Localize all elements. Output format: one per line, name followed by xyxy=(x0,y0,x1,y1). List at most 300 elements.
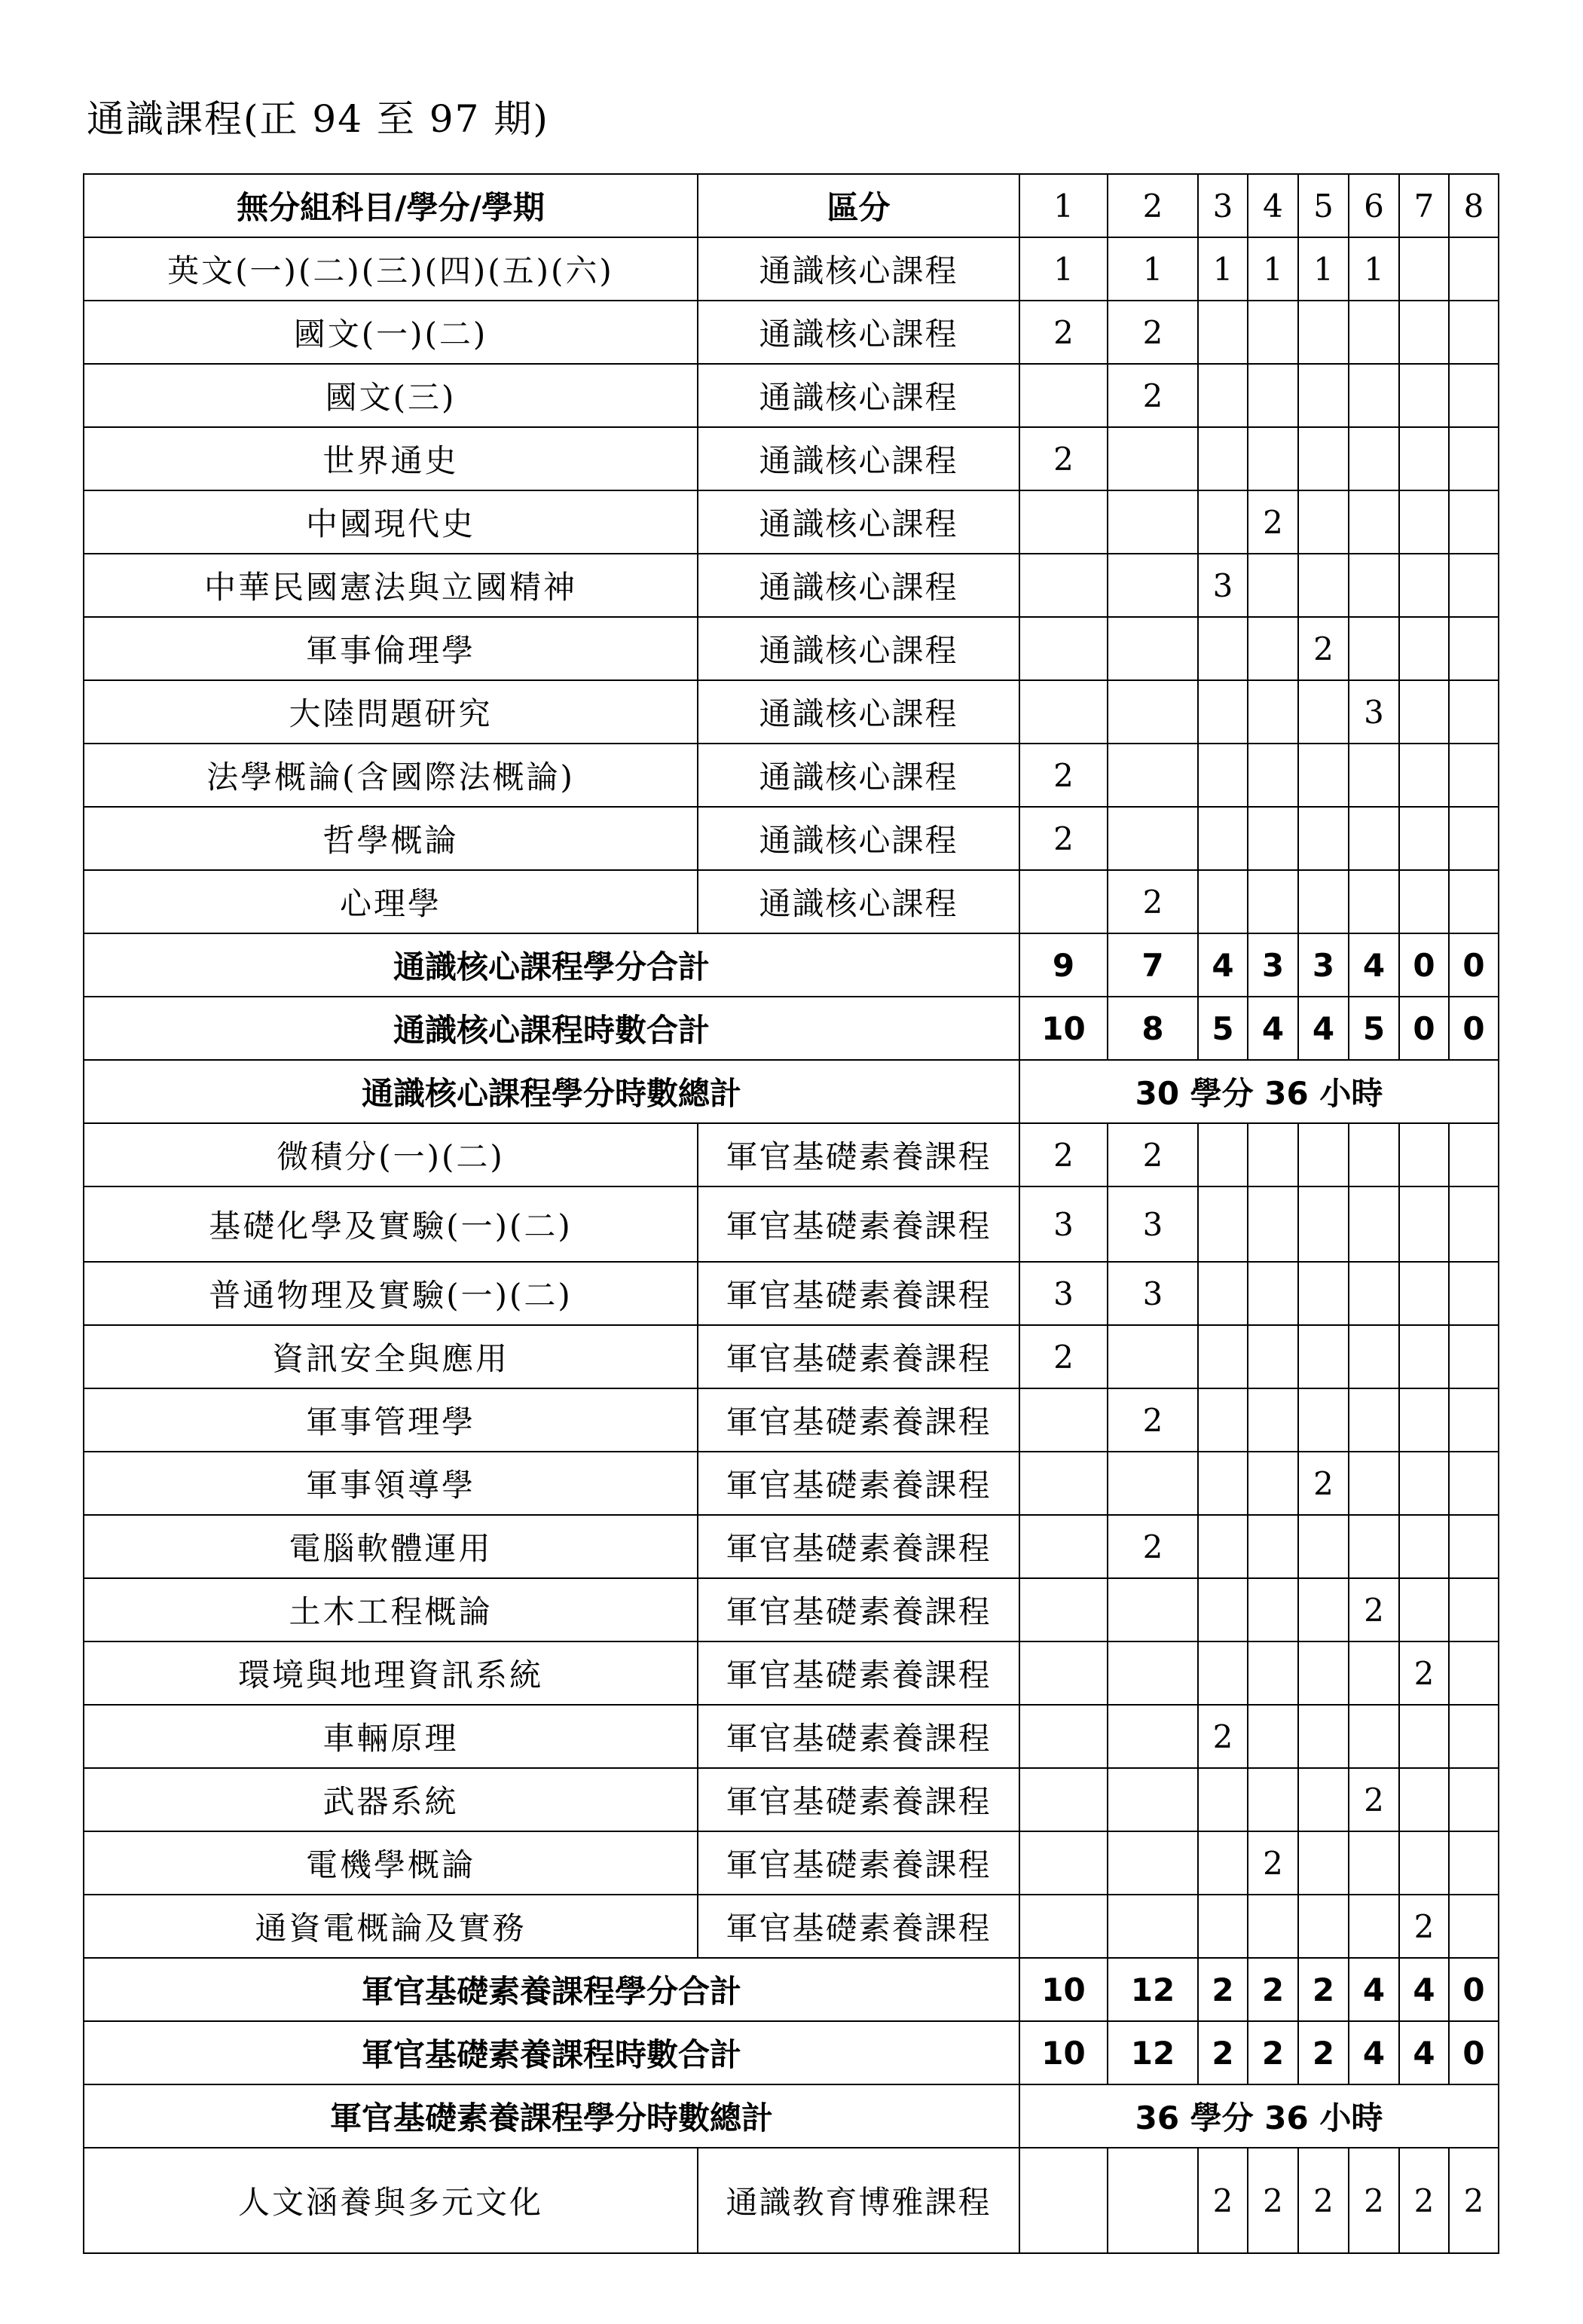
credit-cell xyxy=(1248,1578,1298,1641)
table-row xyxy=(84,1452,1499,1515)
core-hour-total-row xyxy=(84,997,1499,1060)
credit-cell xyxy=(1108,1705,1198,1768)
course-category: 軍官基礎素養課程 xyxy=(698,1452,1019,1515)
total-cell: 2 xyxy=(1198,2021,1248,2084)
credit-cell: 2 xyxy=(1349,1768,1399,1831)
total-cell: 5 xyxy=(1349,997,1399,1060)
total-cell: 10 xyxy=(1019,2021,1108,2084)
credit-cell xyxy=(1298,870,1349,933)
credit-cell xyxy=(1198,1452,1248,1515)
credit-cell: 2 xyxy=(1298,2148,1349,2253)
total-cell: 2 xyxy=(1298,1958,1349,2021)
credit-cell xyxy=(1399,364,1449,427)
course-name: 電機學概論 xyxy=(84,1831,698,1895)
credit-cell xyxy=(1399,617,1449,680)
course-name: 軍事倫理學 xyxy=(84,617,698,680)
credit-cell xyxy=(1198,1123,1248,1186)
credit-cell xyxy=(1248,1262,1298,1325)
table-row xyxy=(84,1831,1499,1895)
credit-cell: 3 xyxy=(1108,1262,1198,1325)
credit-cell xyxy=(1349,1515,1399,1578)
credit-cell: 1 xyxy=(1108,237,1198,301)
credit-cell xyxy=(1298,1515,1349,1578)
credit-cell xyxy=(1019,1705,1108,1768)
credit-cell xyxy=(1449,1578,1499,1641)
credit-cell xyxy=(1198,807,1248,870)
credit-cell xyxy=(1248,1515,1298,1578)
credit-cell: 2 xyxy=(1449,2148,1499,2253)
credit-cell xyxy=(1198,1388,1248,1452)
total-cell: 0 xyxy=(1449,2021,1499,2084)
credit-cell xyxy=(1298,1578,1349,1641)
credit-cell xyxy=(1349,1831,1399,1895)
table-row xyxy=(84,1768,1499,1831)
total-cell: 4 xyxy=(1349,2021,1399,2084)
credit-cell xyxy=(1298,1388,1349,1452)
credit-cell xyxy=(1019,1831,1108,1895)
table-row xyxy=(84,364,1499,427)
table-row xyxy=(84,1262,1499,1325)
credit-cell xyxy=(1019,364,1108,427)
credit-cell: 2 xyxy=(1019,744,1108,807)
credit-cell: 1 xyxy=(1298,237,1349,301)
credit-cell xyxy=(1298,490,1349,554)
credit-cell xyxy=(1349,1452,1399,1515)
course-name: 大陸問題研究 xyxy=(84,680,698,744)
course-category: 通識核心課程 xyxy=(698,490,1019,554)
credit-cell xyxy=(1449,1705,1499,1768)
credit-cell xyxy=(1108,807,1198,870)
course-name: 車輛原理 xyxy=(84,1705,698,1768)
course-name: 中國現代史 xyxy=(84,490,698,554)
credit-cell xyxy=(1399,1388,1449,1452)
credit-cell xyxy=(1019,1515,1108,1578)
credit-cell xyxy=(1248,1705,1298,1768)
course-name: 軍事管理學 xyxy=(84,1388,698,1452)
credit-cell: 2 xyxy=(1399,1641,1449,1705)
credit-cell: 2 xyxy=(1019,427,1108,490)
credit-cell xyxy=(1449,301,1499,364)
course-category: 軍官基礎素養課程 xyxy=(698,1515,1019,1578)
credit-cell: 2 xyxy=(1198,2148,1248,2253)
credit-cell xyxy=(1399,554,1449,617)
table-row xyxy=(84,301,1499,364)
credit-cell xyxy=(1449,1895,1499,1958)
credit-cell xyxy=(1108,2148,1198,2253)
table-row xyxy=(84,1895,1499,1958)
credit-cell: 2 xyxy=(1248,1831,1298,1895)
credit-cell xyxy=(1449,617,1499,680)
credit-cell: 3 xyxy=(1198,554,1248,617)
credit-cell xyxy=(1449,680,1499,744)
course-category: 通識核心課程 xyxy=(698,744,1019,807)
total-cell: 4 xyxy=(1248,997,1298,1060)
credit-cell xyxy=(1349,1262,1399,1325)
credit-cell xyxy=(1298,1186,1349,1262)
credit-cell: 2 xyxy=(1108,870,1198,933)
credit-cell xyxy=(1108,427,1198,490)
course-category: 通識核心課程 xyxy=(698,301,1019,364)
credit-cell xyxy=(1248,1768,1298,1831)
credit-cell xyxy=(1019,1895,1108,1958)
credit-cell xyxy=(1019,870,1108,933)
credit-cell: 2 xyxy=(1298,617,1349,680)
course-category: 軍官基礎素養課程 xyxy=(698,1186,1019,1262)
credit-cell xyxy=(1108,744,1198,807)
credit-cell: 2 xyxy=(1108,301,1198,364)
credit-cell xyxy=(1298,1262,1349,1325)
credit-cell xyxy=(1399,1186,1449,1262)
total-cell: 0 xyxy=(1399,997,1449,1060)
credit-cell xyxy=(1108,1578,1198,1641)
total-cell: 0 xyxy=(1449,997,1499,1060)
header-semester-8: 8 xyxy=(1449,174,1499,237)
total-cell: 0 xyxy=(1449,1958,1499,2021)
table-row xyxy=(84,1388,1499,1452)
credit-cell: 2 xyxy=(1298,1452,1349,1515)
basic-credit-total-row xyxy=(84,1958,1499,2021)
table-row xyxy=(84,617,1499,680)
credit-cell xyxy=(1248,301,1298,364)
credit-cell xyxy=(1248,1325,1298,1388)
total-cell: 4 xyxy=(1349,933,1399,997)
credit-cell xyxy=(1399,237,1449,301)
course-category: 軍官基礎素養課程 xyxy=(698,1262,1019,1325)
credit-cell xyxy=(1198,1262,1248,1325)
credit-cell xyxy=(1449,1641,1499,1705)
credit-cell xyxy=(1349,554,1399,617)
credit-cell: 1 xyxy=(1019,237,1108,301)
credit-cell xyxy=(1019,490,1108,554)
credit-cell xyxy=(1449,1123,1499,1186)
total-cell: 0 xyxy=(1399,933,1449,997)
credit-cell xyxy=(1399,1452,1449,1515)
core-credit-total-row-label: 通識核心課程學分合計 xyxy=(84,933,1019,997)
total-cell: 2 xyxy=(1248,1958,1298,2021)
credit-cell xyxy=(1108,1641,1198,1705)
credit-cell xyxy=(1298,301,1349,364)
credit-cell xyxy=(1298,1768,1349,1831)
table-row xyxy=(84,490,1499,554)
credit-cell xyxy=(1198,1578,1248,1641)
credit-cell xyxy=(1248,364,1298,427)
core-grand-total-row-label: 通識核心課程學分時數總計 xyxy=(84,1060,1019,1123)
basic-grand-total-row-label: 軍官基礎素養課程學分時數總計 xyxy=(84,2084,1019,2148)
course-category: 軍官基礎素養課程 xyxy=(698,1123,1019,1186)
total-cell: 3 xyxy=(1248,933,1298,997)
header-row xyxy=(84,174,1499,237)
total-cell: 4 xyxy=(1399,2021,1449,2084)
header-semester-2: 2 xyxy=(1108,174,1198,237)
credit-cell xyxy=(1019,617,1108,680)
course-category: 軍官基礎素養課程 xyxy=(698,1578,1019,1641)
credit-cell xyxy=(1349,1895,1399,1958)
total-cell: 4 xyxy=(1399,1958,1449,2021)
credit-cell: 1 xyxy=(1349,237,1399,301)
credit-cell: 2 xyxy=(1019,1123,1108,1186)
credit-cell xyxy=(1399,301,1449,364)
table-row xyxy=(84,2148,1499,2253)
core-grand-total-row-value: 30 學分 36 小時 xyxy=(1019,1060,1499,1123)
table-row xyxy=(84,807,1499,870)
total-cell: 2 xyxy=(1298,2021,1349,2084)
credit-cell: 3 xyxy=(1349,680,1399,744)
course-category: 軍官基礎素養課程 xyxy=(698,1388,1019,1452)
credit-cell: 3 xyxy=(1019,1186,1108,1262)
credit-cell xyxy=(1349,427,1399,490)
credit-cell xyxy=(1399,1123,1449,1186)
credit-cell xyxy=(1019,1578,1108,1641)
credit-cell xyxy=(1298,554,1349,617)
total-cell: 12 xyxy=(1108,2021,1198,2084)
credit-cell xyxy=(1298,364,1349,427)
credit-cell xyxy=(1449,807,1499,870)
table-row xyxy=(84,554,1499,617)
credit-cell xyxy=(1349,744,1399,807)
credit-cell xyxy=(1399,1262,1449,1325)
credit-cell xyxy=(1248,1895,1298,1958)
credit-cell xyxy=(1399,1768,1449,1831)
credit-cell xyxy=(1108,1895,1198,1958)
table-row xyxy=(84,1578,1499,1641)
course-category: 通識核心課程 xyxy=(698,870,1019,933)
total-cell: 10 xyxy=(1019,1958,1108,2021)
credit-cell: 2 xyxy=(1349,2148,1399,2253)
credit-cell xyxy=(1349,1705,1399,1768)
basic-hour-total-row xyxy=(84,2021,1499,2084)
total-cell: 5 xyxy=(1198,997,1248,1060)
table-row xyxy=(84,1705,1499,1768)
course-category: 軍官基礎素養課程 xyxy=(698,1831,1019,1895)
credit-cell xyxy=(1248,744,1298,807)
credit-cell: 3 xyxy=(1108,1186,1198,1262)
table-row xyxy=(84,237,1499,301)
credit-cell xyxy=(1449,1388,1499,1452)
course-category: 通識核心課程 xyxy=(698,554,1019,617)
course-name: 普通物理及實驗(一)(二) xyxy=(84,1262,698,1325)
course-name: 國文(三) xyxy=(84,364,698,427)
course-category: 通識核心課程 xyxy=(698,427,1019,490)
credit-cell xyxy=(1108,680,1198,744)
credit-cell xyxy=(1399,1831,1449,1895)
table-row xyxy=(84,1641,1499,1705)
basic-grand-total-row-value: 36 學分 36 小時 xyxy=(1019,2084,1499,2148)
course-category: 通識核心課程 xyxy=(698,680,1019,744)
credit-cell xyxy=(1248,554,1298,617)
credit-cell xyxy=(1198,490,1248,554)
credit-cell: 2 xyxy=(1019,1325,1108,1388)
credit-cell xyxy=(1298,1705,1349,1768)
credit-cell xyxy=(1108,1325,1198,1388)
credit-cell xyxy=(1449,554,1499,617)
credit-cell xyxy=(1198,1515,1248,1578)
total-cell: 2 xyxy=(1248,2021,1298,2084)
credit-cell: 1 xyxy=(1198,237,1248,301)
credit-cell xyxy=(1449,1768,1499,1831)
credit-cell: 2 xyxy=(1108,364,1198,427)
course-name: 資訊安全與應用 xyxy=(84,1325,698,1388)
credit-cell xyxy=(1449,237,1499,301)
table-row xyxy=(84,680,1499,744)
credit-cell: 3 xyxy=(1019,1262,1108,1325)
course-name: 軍事領導學 xyxy=(84,1452,698,1515)
credit-cell xyxy=(1198,870,1248,933)
course-name: 基礎化學及實驗(一)(二) xyxy=(84,1186,698,1262)
credit-cell xyxy=(1349,1123,1399,1186)
course-name: 人文涵養與多元文化 xyxy=(84,2148,698,2253)
credit-cell xyxy=(1198,364,1248,427)
course-category: 軍官基礎素養課程 xyxy=(698,1895,1019,1958)
credit-cell xyxy=(1298,427,1349,490)
course-category: 通識核心課程 xyxy=(698,237,1019,301)
credit-cell xyxy=(1019,1388,1108,1452)
table-row xyxy=(84,870,1499,933)
total-cell: 3 xyxy=(1298,933,1349,997)
table-row xyxy=(84,744,1499,807)
header-category: 區分 xyxy=(698,174,1019,237)
core-grand-total-row xyxy=(84,1060,1499,1123)
header-semester-4: 4 xyxy=(1248,174,1298,237)
credit-cell xyxy=(1349,1388,1399,1452)
header-semester-7: 7 xyxy=(1399,174,1449,237)
credit-cell xyxy=(1449,490,1499,554)
credit-cell xyxy=(1449,1515,1499,1578)
course-category: 通識核心課程 xyxy=(698,617,1019,680)
total-cell: 7 xyxy=(1108,933,1198,997)
credit-cell xyxy=(1449,870,1499,933)
course-name: 通資電概論及實務 xyxy=(84,1895,698,1958)
credit-cell xyxy=(1349,870,1399,933)
course-name: 電腦軟體運用 xyxy=(84,1515,698,1578)
table-row xyxy=(84,1515,1499,1578)
credit-cell xyxy=(1349,807,1399,870)
credit-cell xyxy=(1349,617,1399,680)
credit-cell xyxy=(1399,870,1449,933)
total-cell: 4 xyxy=(1198,933,1248,997)
credit-cell xyxy=(1399,807,1449,870)
credit-cell xyxy=(1198,680,1248,744)
course-name: 微積分(一)(二) xyxy=(84,1123,698,1186)
credit-cell xyxy=(1198,1895,1248,1958)
credit-cell xyxy=(1019,680,1108,744)
header-semester-3: 3 xyxy=(1198,174,1248,237)
credit-cell xyxy=(1248,680,1298,744)
credit-cell xyxy=(1198,744,1248,807)
table-row xyxy=(84,427,1499,490)
total-cell: 2 xyxy=(1198,1958,1248,2021)
credit-cell xyxy=(1108,1768,1198,1831)
credit-cell: 1 xyxy=(1248,237,1298,301)
course-category: 通識教育博雅課程 xyxy=(698,2148,1019,2253)
credit-cell: 2 xyxy=(1248,490,1298,554)
credit-cell xyxy=(1399,490,1449,554)
credit-cell xyxy=(1298,744,1349,807)
course-name: 土木工程概論 xyxy=(84,1578,698,1641)
credit-cell xyxy=(1399,1705,1449,1768)
total-cell: 4 xyxy=(1298,997,1349,1060)
credit-cell xyxy=(1108,617,1198,680)
credit-cell xyxy=(1449,1325,1499,1388)
core-hour-total-row-label: 通識核心課程時數合計 xyxy=(84,997,1019,1060)
header-subject: 無分組科目/學分/學期 xyxy=(84,174,698,237)
credit-cell xyxy=(1399,1325,1449,1388)
credit-cell xyxy=(1248,427,1298,490)
total-cell: 12 xyxy=(1108,1958,1198,2021)
course-category: 軍官基礎素養課程 xyxy=(698,1641,1019,1705)
credit-cell xyxy=(1108,1452,1198,1515)
credit-cell: 2 xyxy=(1399,2148,1449,2253)
credit-cell xyxy=(1198,1641,1248,1705)
credit-cell: 2 xyxy=(1019,301,1108,364)
credit-cell xyxy=(1298,1895,1349,1958)
basic-credit-total-row-label: 軍官基礎素養課程學分合計 xyxy=(84,1958,1019,2021)
credit-cell xyxy=(1298,1831,1349,1895)
credit-cell xyxy=(1449,744,1499,807)
credit-cell xyxy=(1349,364,1399,427)
credit-cell xyxy=(1449,1831,1499,1895)
course-name: 國文(一)(二) xyxy=(84,301,698,364)
credit-cell: 2 xyxy=(1349,1578,1399,1641)
core-credit-total-row xyxy=(84,933,1499,997)
page-title: 通識課程(正 94 至 97 期) xyxy=(87,97,549,141)
credit-cell: 2 xyxy=(1108,1515,1198,1578)
credit-cell xyxy=(1019,554,1108,617)
credit-cell xyxy=(1198,1325,1248,1388)
credit-cell xyxy=(1298,680,1349,744)
course-name: 中華民國憲法與立國精神 xyxy=(84,554,698,617)
credit-cell xyxy=(1248,1388,1298,1452)
course-table xyxy=(83,173,1499,2254)
basic-hour-total-row-label: 軍官基礎素養課程時數合計 xyxy=(84,2021,1019,2084)
credit-cell xyxy=(1349,1325,1399,1388)
total-cell: 4 xyxy=(1349,1958,1399,2021)
credit-cell: 2 xyxy=(1399,1895,1449,1958)
credit-cell xyxy=(1108,554,1198,617)
total-cell: 10 xyxy=(1019,997,1108,1060)
credit-cell xyxy=(1298,807,1349,870)
course-name: 環境與地理資訊系統 xyxy=(84,1641,698,1705)
credit-cell xyxy=(1399,1515,1449,1578)
course-name: 法學概論(含國際法概論) xyxy=(84,744,698,807)
course-category: 通識核心課程 xyxy=(698,364,1019,427)
credit-cell: 2 xyxy=(1108,1123,1198,1186)
credit-cell xyxy=(1198,427,1248,490)
header-semester-6: 6 xyxy=(1349,174,1399,237)
table-row xyxy=(84,1186,1499,1262)
credit-cell xyxy=(1399,427,1449,490)
course-category: 通識核心課程 xyxy=(698,807,1019,870)
course-name: 心理學 xyxy=(84,870,698,933)
credit-cell xyxy=(1298,1325,1349,1388)
basic-grand-total-row xyxy=(84,2084,1499,2148)
table-row xyxy=(84,1123,1499,1186)
course-category: 軍官基礎素養課程 xyxy=(698,1768,1019,1831)
credit-cell xyxy=(1198,301,1248,364)
credit-cell xyxy=(1108,490,1198,554)
credit-cell xyxy=(1399,1578,1449,1641)
course-name: 英文(一)(二)(三)(四)(五)(六) xyxy=(84,237,698,301)
credit-cell xyxy=(1399,744,1449,807)
credit-cell xyxy=(1019,2148,1108,2253)
course-name: 世界通史 xyxy=(84,427,698,490)
credit-cell xyxy=(1349,1641,1399,1705)
credit-cell xyxy=(1248,1186,1298,1262)
course-name: 武器系統 xyxy=(84,1768,698,1831)
total-cell: 0 xyxy=(1449,933,1499,997)
credit-cell: 2 xyxy=(1198,1705,1248,1768)
credit-cell xyxy=(1198,1831,1248,1895)
credit-cell xyxy=(1449,427,1499,490)
